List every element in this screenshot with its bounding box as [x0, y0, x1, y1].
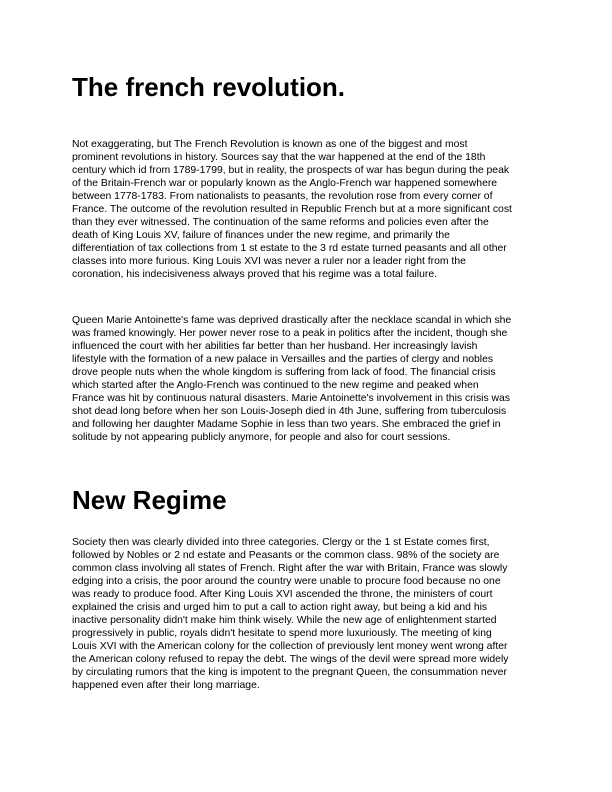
- text-line: coronation, his indecisiveness always proved that his regime was a total failure.: [72, 269, 438, 280]
- text-line: explained the crisis and urged him to put a call to action right away, but being a kid and his: [72, 602, 488, 613]
- text-line: Louis XVI with the American colony for the collection of previously lent money went wrong after: [72, 641, 508, 652]
- text-line: shot dead long before when her son Louis-Joseph died in 4th June, suffering from tuberculosis: [72, 406, 507, 417]
- text-line: prominent revolutions in history. Sources say that the war happened at the end of the 18th: [72, 152, 486, 163]
- text-line: the American colony refused to repay the debt. The wings of the devil were spread more widely: [72, 654, 509, 665]
- paragraph-new-regime: [72, 536, 544, 692]
- text-line: influenced the court with her abilities far better than her husband. Her increasingly lavish: [72, 341, 478, 352]
- text-line: drove people nuts when the whole kingdom is suffering from lack of food. The financial crisis: [72, 367, 496, 378]
- text-line: between 1778-1783. From nationalists to peasants, the revolution rose from every corner of: [72, 191, 493, 202]
- text-line: France was hit by continuous natural disasters. Marie Antoinette's involvement in this crisis was: [72, 393, 511, 404]
- page-title: The french revolution.: [72, 72, 346, 102]
- text-line: death of King Louis XV, failure of finances under the new regime, and primarily the: [72, 230, 450, 241]
- text-line: which started after the Anglo-French was continued to the new regime and peaked when: [72, 380, 479, 391]
- text-line: and following her daughter Madame Sophie in less than two years. She embraced the grief in: [72, 419, 501, 430]
- text-line: France. The outcome of the revolution resulted in Republic French but at a more significant cost: [72, 204, 512, 215]
- text-line: common class involving all states of French. Right after the war with Britain, France was slowly: [72, 563, 508, 574]
- text-line: followed by Nobles or 2 nd estate and Peasants or the common class. 98% of the society are: [72, 550, 500, 561]
- text-line: of the Britain-French war or popularly known as the Anglo-French war happened somewhere: [72, 178, 498, 189]
- text-line: solitude by not appearing publicly anymore, for people and also for court sessions.: [72, 432, 451, 443]
- text-line: inactive personality didn't make him think wisely. While the new age of enlightenment started: [72, 615, 497, 626]
- section-heading-new-regime: New Regime: [72, 485, 227, 515]
- text-line: by circulating rumors that the king is impotent to the pregnant Queen, the consummation never: [72, 667, 507, 678]
- text-line: classes into more furious. King Louis XVI was never a ruler nor a leader right from the: [72, 256, 466, 267]
- text-line: Queen Marie Antoinette's fame was deprived drastically after the necklace scandal in which she: [72, 315, 512, 326]
- text-line: Society then was clearly divided into three categories. Clergy or the 1 st Estate comes first,: [72, 537, 490, 548]
- text-line: happened even after their long marriage.: [72, 680, 260, 691]
- text-line: progressively in public, royals didn't hesitate to spend more luxuriously. The meeting of king: [72, 628, 492, 639]
- text-line: than they ever witnessed. The continuation of the same reforms and policies even after the: [72, 217, 489, 228]
- paragraph-revolution-overview: [72, 138, 544, 281]
- paragraph-marie-antoinette: [72, 314, 544, 444]
- text-line: lifestyle with the formation of a new palace in Versailles and the parties of clergy and nobles: [72, 354, 494, 365]
- text-line: was ready to produce food. After King Louis XVI ascended the throne, the ministers of court: [72, 589, 493, 600]
- text-line: was framed knowingly. Her power never rose to a peak in politics after the incident, though she: [72, 328, 508, 339]
- text-line: differentiation of tax collections from 1 st estate to the 3 rd estate turned peasants and all other: [72, 243, 507, 254]
- text-line: Not exaggerating, but The French Revolution is known as one of the biggest and most: [72, 139, 468, 150]
- text-line: edging into a crisis, the poor around the country were unable to procure food because no one: [72, 576, 501, 587]
- text-line: century which id from 1789-1799, but in reality, the prospects of war has begun during the peak: [72, 165, 510, 176]
